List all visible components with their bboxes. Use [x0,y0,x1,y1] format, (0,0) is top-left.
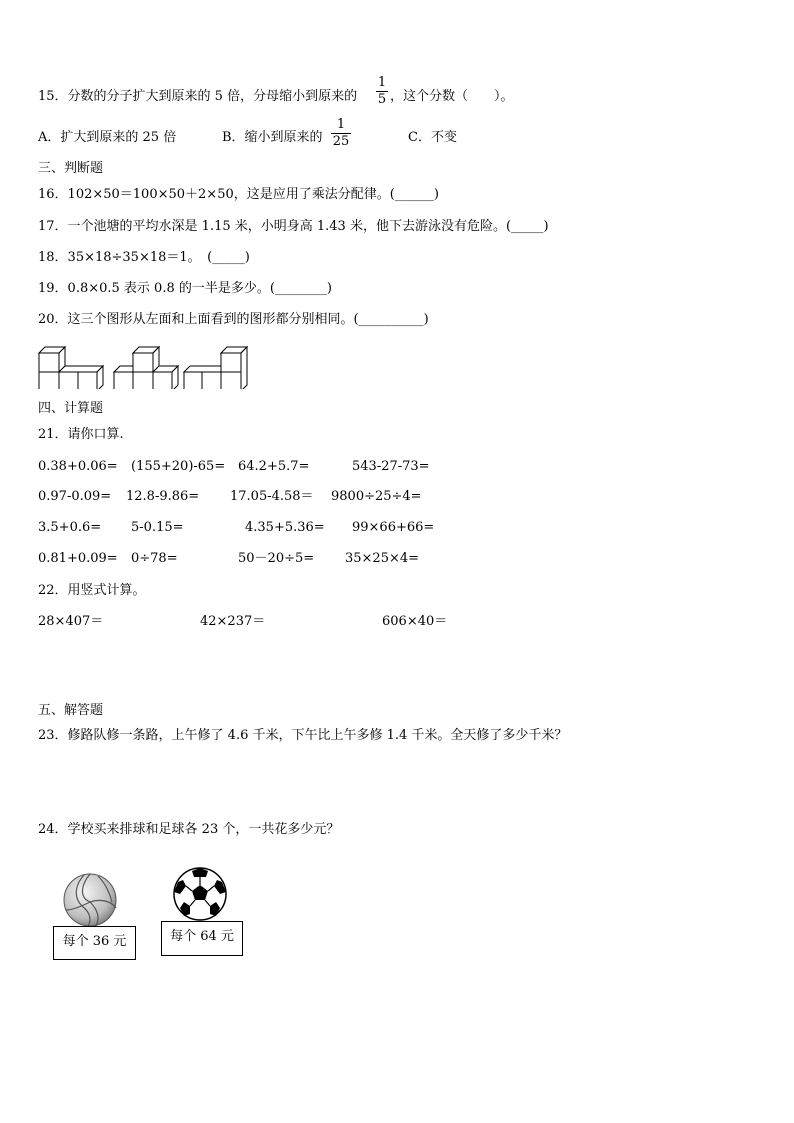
calc-item: 0÷78= [131,551,178,566]
calc-item: (155+20)-65= [131,459,226,474]
calc-item: 0.97-0.09= [38,489,112,504]
q15-option-b-fraction [331,118,351,149]
q16: 16．102×50＝100×50＋2×50，这是应用了乘法分配律。(______) [38,187,439,202]
q15-option-b: B．缩小到原来的 [222,130,323,145]
q15-stem: 15．分数的分子扩大到原来的 5 倍，分母缩小到原来的 [38,89,358,104]
calc-item: 9800÷25÷4= [331,489,422,504]
section-5-heading: 五、解答题 [38,703,104,718]
q18: 18．35×18÷35×18＝1。 (_____) [38,250,250,265]
section-4-heading: 四、计算题 [38,401,104,416]
q15-fraction [376,76,388,107]
q19: 19．0.8×0.5 表示 0.8 的一半是多少。(________) [38,281,332,296]
calc-item: 35×25×4= [345,551,420,566]
q15-option-c: C．不变 [408,130,457,145]
soccer-ball-price-label: 每个 64 元 [161,921,243,956]
q22: 22．用竖式计算。 [38,583,146,598]
q20: 20．这三个图形从左面和上面看到的图形都分别相同。(__________) [38,312,429,327]
vertical-calc-item: 42×237＝ [200,614,266,629]
calc-item: 543-27-73= [352,459,430,474]
q15-option-b-numerator: 1 [336,117,346,132]
calc-item: 3.5+0.6= [38,520,102,535]
q15-stem-tail: ，这个分数（ ）。 [390,89,514,104]
q21: 21．请你口算. [38,427,124,442]
q17: 17．一个池塘的平均水深是 1.15 米，小明身高 1.43 米，他下去游泳没有危险。(_____) [38,219,549,234]
cube-figures [36,343,256,389]
soccer-ball-icon [172,866,228,922]
q23: 23．修路队修一条路，上午修了 4.6 千米，下午比上午多修 1.4 千米。全天修了多少千米？ [38,728,568,743]
calc-item: 5-0.15= [131,520,184,535]
q15-option-b-denominator: 25 [332,134,350,149]
q15-fraction-denominator: 5 [377,92,387,107]
calc-item: 4.35+5.36= [245,520,325,535]
cube-figure-2 [114,347,178,389]
calc-item: 64.2+5.7= [238,459,310,474]
calc-item: 0.38+0.06= [38,459,118,474]
calc-item: 12.8-9.86= [126,489,200,504]
q15-option-a: A．扩大到原来的 25 倍 [38,130,177,145]
calc-item: 0.81+0.09= [38,551,118,566]
volleyball-icon [62,872,118,928]
cube-figure-1 [39,347,103,389]
q15-fraction-numerator: 1 [377,75,387,90]
calc-item: 17.05-4.58＝ [230,489,314,504]
cube-figure-3 [184,347,247,389]
section-3-heading: 三、判断题 [38,161,104,176]
vertical-calc-item: 28×407＝ [38,614,104,629]
q24: 24．学校买来排球和足球各 23 个，一共花多少元？ [38,822,340,837]
vertical-calc-item: 606×40＝ [382,614,448,629]
calc-item: 99×66+66= [352,520,435,535]
calc-item: 50－20÷5= [238,551,315,566]
volleyball-price-label: 每个 36 元 [53,926,136,960]
